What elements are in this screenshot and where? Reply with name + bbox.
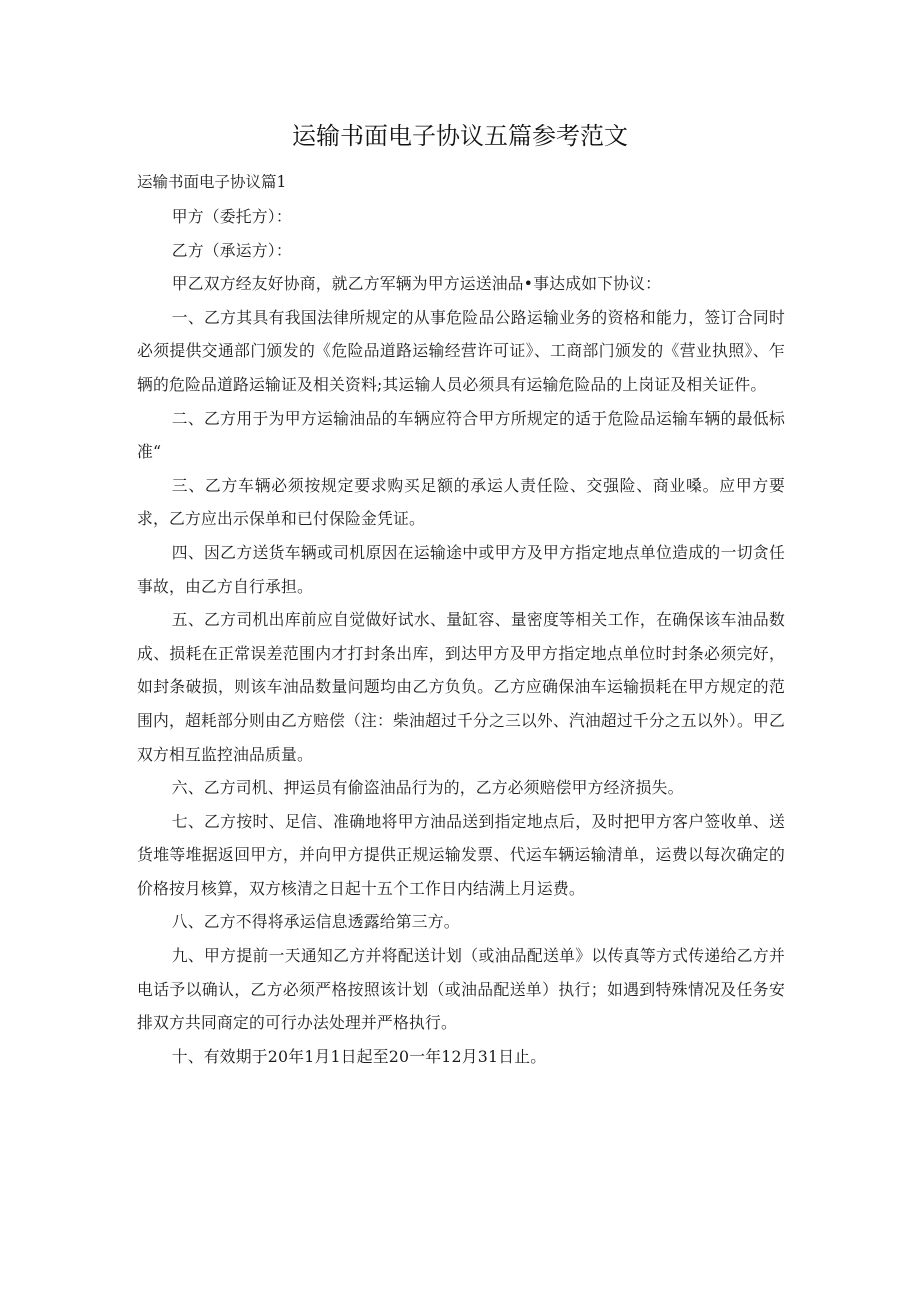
document-body: [137, 200, 785, 1073]
clause-1: 一、乙方其具有我国法律所规定的从事危险品公路运输业务的资格和能力，签订合同时必须提供交通部门颁发的《危险品道路运输经营许可证》、工商部门颁发的《营业执照》、乍辆的危险品道路运输证及相关资料;其运输人员必须具有运输危险品的上岗证及相关证件。: [137, 307, 785, 394]
clause-5: 五、乙方司机出库前应自觉做好试水、量缸容、量密度等相关工作，在确保该车油品数成、损耗在正常误差范围内才打封条出库，到达甲方及甲方指定地点单位时封条必须完好，如封条破损，则该车油品数量问题均由乙方负负。乙方应确保油车运输损耗在甲方规定的范围内，超耗部分则由乙方赔偿（注：柴油超过千分之三以外、汽油超过千分之五以外）。甲乙双方相互监控油品质量。: [137, 610, 785, 764]
clause-3: 三、乙方车辆必须按规定要求购买足额的承运人责任险、交强险、商业嗓。应甲方要求，乙方应出示保单和已付保险金凭证。: [137, 475, 785, 529]
clause-4: 四、因乙方送货车辆或司机原因在运输途中或甲方及甲方指定地点单位造成的一切贪任事故，由乙方自行承担。: [137, 542, 785, 596]
clause-10: 十、有效期于20年1月1日起至20一年12月31日止。: [171, 1046, 547, 1066]
intro-paragraph: 甲乙双方经友好协商，就乙方军辆为甲方运送油品•事达成如下协议：: [171, 274, 662, 294]
party-b-line: 乙方（承运方）：: [171, 240, 292, 260]
clause-7: 七、乙方按时、足信、准确地将甲方油品送到指定地点后，及时把甲方客户签收单、送货堆等堆据返回甲方，并向甲方提供正规运输发票、代运车辆运输清单，运费以每次确定的价格按月核算，双方核清之日起十五个工作日内结满上月运费。: [137, 811, 785, 898]
section-heading: 运输书面电子协议篇1: [137, 173, 287, 191]
clause-6: 六、乙方司机、押运员有偷盗油品行为的，乙方必须赔偿甲方经济损失。: [171, 778, 684, 798]
document-title: 运输书面电子协议五篇参考范文: [292, 122, 628, 150]
clause-9: 九、甲方提前一天通知乙方并将配送计划（或油品配送单》以传真等方式传递给乙方并电话予以确认，乙方必须严格按照该计划（或油品配送单）执行；如遇到特殊情况及任务安排双方共同商定的可行办法处理并严格执行。: [137, 946, 785, 1033]
clause-2: 二、乙方用于为甲方运输油品的车辆应符合甲方所规定的适于危险品运输车辆的最低标准“: [137, 408, 785, 462]
party-a-line: 甲方（委托方）：: [171, 207, 292, 226]
clause-8: 八、乙方不得将承运信息透露给第三方。: [171, 912, 460, 932]
